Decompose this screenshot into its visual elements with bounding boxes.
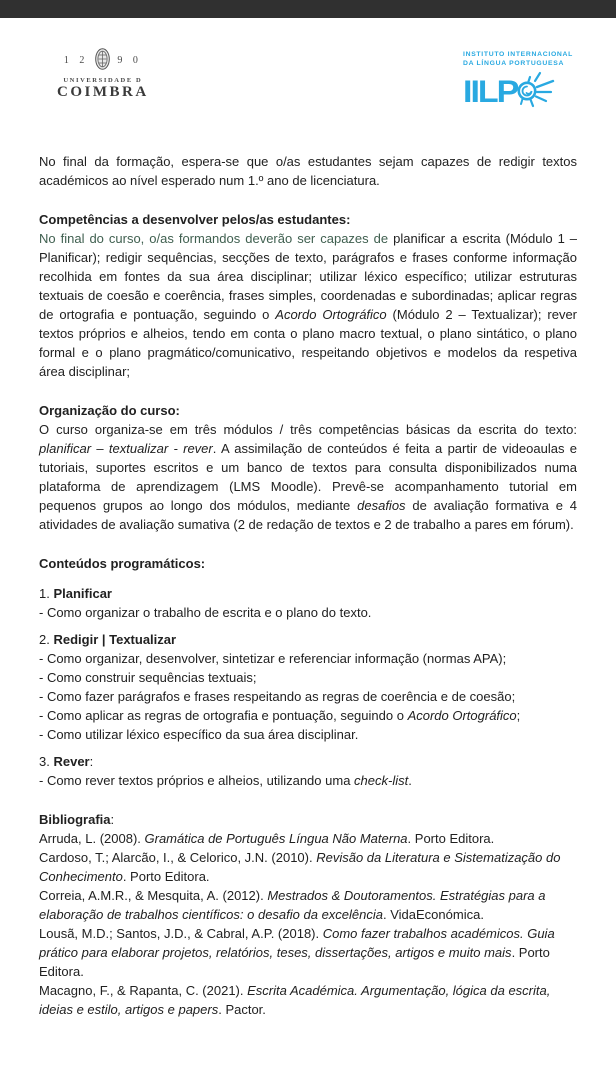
module-1-item: - Como organizar o trabalho de escrita e o plano do texto. [39, 605, 372, 620]
iilp-institute-label [463, 51, 573, 68]
bibliography-entry: Correia, A.M.R., & Mesquita, A. (2012). Mestrados & Doutoramentos. Estratégias para a elaboração de trabalhos científicos: o desafio da excelência. VidaEconómica. [39, 888, 546, 922]
module-2-item: - Como fazer parágrafos e frases respeitando as regras de coerência e de coesão; [39, 689, 516, 704]
module-2-item: - Como utilizar léxico específico da sua área disciplinar. [39, 727, 359, 742]
iilp-label-line2: DA LÍNGUA PORTUGUESA [463, 59, 565, 67]
bibliography-entry: Cardoso, T.; Alarcão, I., & Celorico, J.N. (2010). Revisão da Literatura e Sistematização do Conhecimento. Porto Editora. [39, 850, 561, 884]
bibliography-entry: Lousã, M.D.; Santos, J.D., & Cabral, A.P. (2018). Como fazer trabalhos académicos. Guia prático para elaborar projetos, relatórios, teses, dissertações, artigos e muito mais. Porto Editora. [39, 926, 555, 979]
organizacao-paragraph: O curso organiza-se em três módulos / três competências básicas da escrita do texto: planificar – textualizar - rever. A assimilação de conteúdos é feita a partir de videoaulas e tutoriais, suportes escritos e um banco de textos para consulta disponibilizados numa plataforma de aprendizagem (LMS Moodle). Prevê-se acompanhamento tutorial em pequenos grupos ao longo dos módulos, mediante desafios de avaliação formativa e 4 atividades de avaliação sumativa (2 de redação de textos e 2 de trabalho a pares em fórum). [39, 422, 577, 532]
iilp-sun-icon [513, 68, 555, 113]
module-2-item: - Como aplicar as regras de ortografia e pontuação, seguindo o Acordo Ortográfico; [39, 708, 521, 723]
iilp-label-line1: INSTITUTO INTERNACIONAL [463, 51, 573, 58]
intro-paragraph: No final da formação, espera-se que o/as estudantes sejam capazes de redigir textos académicos ao nível esperado num 1.º ano de licenciatura. [39, 154, 577, 188]
module-3-title: 3. Rever: [39, 754, 94, 769]
iilp-acronym: IILP [463, 74, 518, 109]
document-header [39, 48, 577, 126]
module-2-item: - Como construir sequências textuais; [39, 670, 257, 685]
competencias-paragraph: No final do curso, o/as formandos deverão ser capazes de planificar a escrita (Módulo 1 – Planificar); redigir sequências, secções de texto, parágrafos e frases conforme informação recolhida em fontes da sua área disciplinar; utilizar léxico específico; utilizar estruturas textuais de coesão e coerência, frases simples, coordenadas e subordinadas; aplicar regras de ortografia e pontuação, seguindo o Acordo Ortográfico (Módulo 2 – Textualizar); rever textos próprios e alheios, tendo em conta o plano macro textual, o plano sintático, o plano formal e o plano pragmático/comunicativo, respeitando objetivos e modelos da respetiva área disciplinar; [39, 231, 578, 379]
document-body [39, 152, 577, 1019]
iilp-wordmark [463, 70, 573, 113]
bibliography-entry: Macagno, F., & Rapanta, C. (2021). Escrita Académica. Argumentação, lógica da escrita, ideias e estilo, artigos e papers. Pactor. [39, 983, 551, 1017]
coimbra-founding-year [57, 48, 149, 73]
heading-bibliografia: Bibliografia: [39, 812, 115, 827]
document-page [0, 48, 616, 1019]
module-1-title: 1. Planificar [39, 586, 112, 601]
module-2-item: - Como organizar, desenvolver, sintetizar e referenciar informação (normas APA); [39, 651, 507, 666]
coimbra-university-label: UNIVERSIDADE D [63, 77, 143, 84]
bibliography-entry: Arruda, L. (2008). Gramática de Português Língua Não Materna. Porto Editora. [39, 831, 495, 846]
iilp-logo [463, 51, 573, 113]
heading-competencias: Competências a desenvolver pelos/as estudantes: [39, 212, 351, 227]
coimbra-seal-icon [95, 48, 110, 73]
top-bar [0, 0, 616, 18]
module-2-title: 2. Redigir | Textualizar [39, 632, 177, 647]
module-3-item: - Como rever textos próprios e alheios, utilizando uma check-list. [39, 773, 412, 788]
coimbra-year-right: 9 0 [117, 55, 142, 66]
coimbra-year-left: 1 2 [63, 55, 89, 66]
heading-conteudos: Conteúdos programáticos: [39, 556, 206, 571]
coimbra-name-label: COIMBRA [57, 84, 149, 100]
heading-organizacao: Organização do curso: [39, 403, 180, 418]
coimbra-logo [57, 48, 149, 101]
